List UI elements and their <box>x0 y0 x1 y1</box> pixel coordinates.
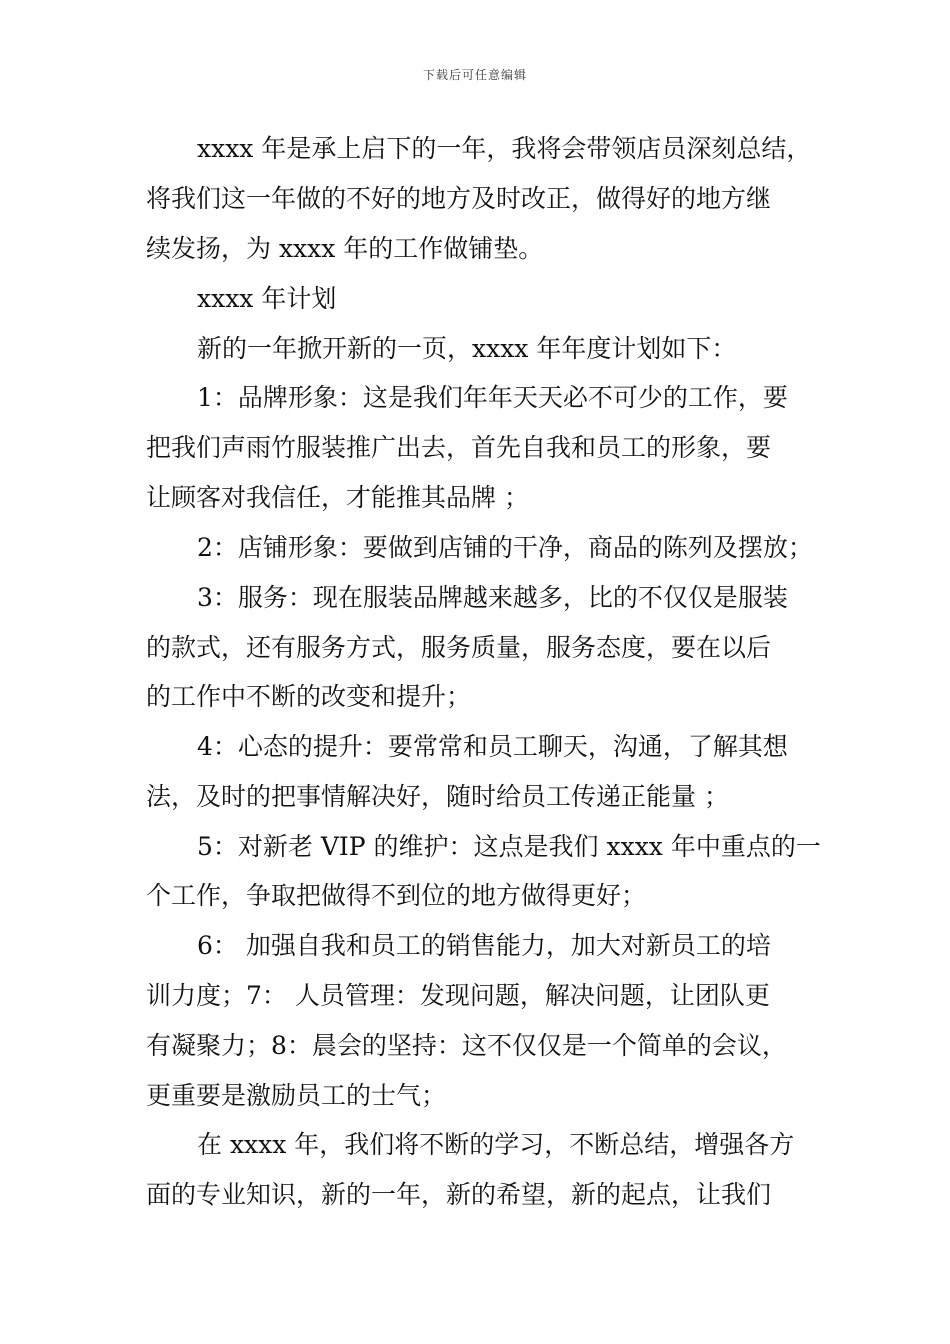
text-line: 把我们声雨竹服装推广出去，首先自我和员工的形象，要 <box>146 433 772 462</box>
text-line: 新的一年掀开新的一页，xxxx 年年度计划如下： <box>197 334 737 363</box>
text-line: 3：服务：现在服装品牌越来越多，比的不仅仅是服装 <box>197 583 788 612</box>
text-line: 的款式，还有服务方式，服务质量，服务态度，要在以后 <box>146 633 772 662</box>
text-line: 将我们这一年做的不好的地方及时改正，做得好的地方继 <box>146 184 772 213</box>
text-line: 法，及时的把事情解决好，随时给员工传递正能量 ； <box>146 782 729 811</box>
text-line: 1：品牌形象：这是我们年年天天必不可少的工作，要 <box>197 383 788 412</box>
text-line: 5：对新老 VIP 的维护：这点是我们 xxxx 年中重点的一 <box>197 832 821 861</box>
text-line: 有凝聚力；8：晨会的坚持：这不仅仅是一个简单的会议， <box>146 1031 787 1060</box>
text-line: 4：心态的提升：要常常和员工聊天，沟通，了解其想 <box>197 732 788 761</box>
text-line: 续发扬，为 xxxx 年的工作做铺垫。 <box>146 234 544 263</box>
text-line: 在 xxxx 年，我们将不断的学习，不断总结，增强各方 <box>197 1130 795 1159</box>
text-line: 面的专业知识，新的一年，新的希望，新的起点，让我们 <box>146 1180 772 1209</box>
text-line: 2：店铺形象：要做到店铺的干净，商品的陈列及摆放； <box>197 533 813 562</box>
text-line: 训力度；7： 人员管理：发现问题，解决问题，让团队更 <box>146 981 770 1010</box>
text-line: 个工作，争取把做得不到位的地方做得更好； <box>146 881 647 910</box>
text-line: 的工作中不断的改变和提升； <box>146 682 472 711</box>
text-line: xxxx 年是承上启下的一年，我将会带领店员深刻总结， <box>197 134 812 163</box>
text-line: 6： 加强自我和员工的销售能力，加大对新员工的培 <box>197 931 771 960</box>
section-heading: xxxx 年计划 <box>197 284 337 313</box>
text-line: 更重要是激励员工的士气； <box>146 1081 447 1110</box>
page-header: 下载后可任意编辑 <box>422 68 527 82</box>
text-line: 让顾客对我信任，才能推其品牌 ； <box>146 483 529 512</box>
